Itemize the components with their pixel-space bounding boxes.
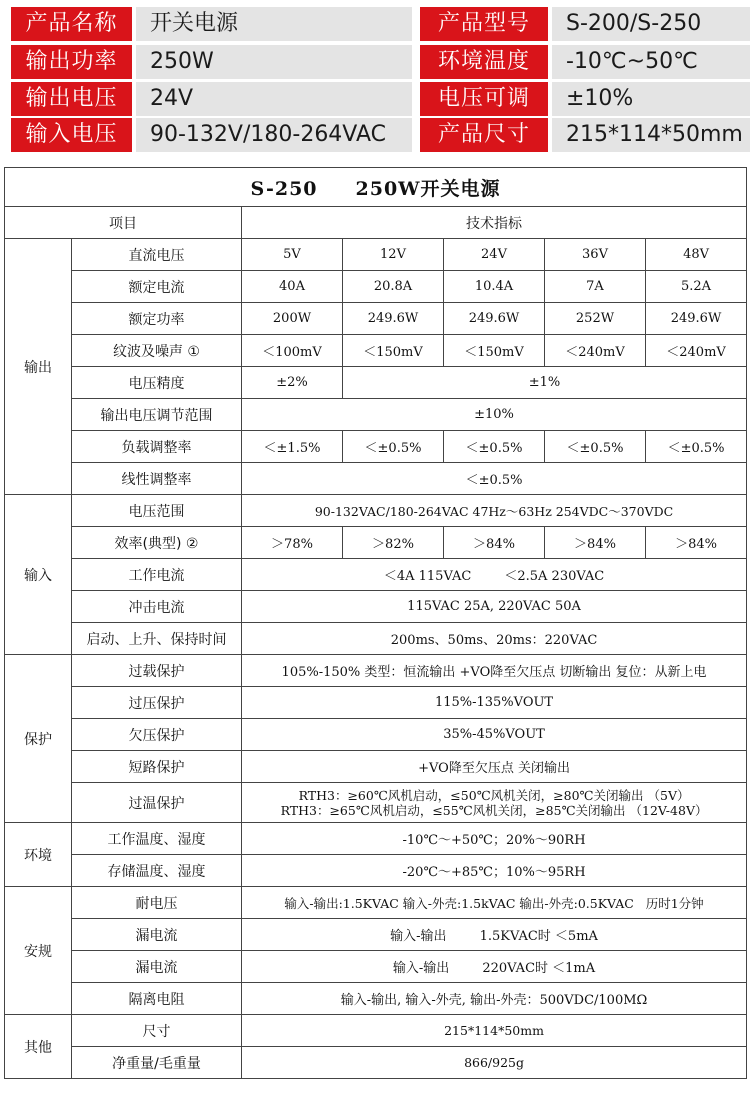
cell: ＞82%: [343, 527, 444, 559]
table-row: [5, 951, 747, 983]
cell: ＜100mV: [242, 335, 343, 367]
summary-label: 环境温度: [420, 45, 548, 79]
cell: ＜±1.5%: [242, 431, 343, 463]
cell: ±1%: [343, 367, 747, 399]
cell: 200W: [242, 303, 343, 335]
cell: 20.8A: [343, 271, 444, 303]
cell: 输入-输出 220VAC时 ＜1mA: [242, 951, 747, 983]
cell: ＜150mV: [343, 335, 444, 367]
cell: -20℃～+85℃；10%～95RH: [242, 855, 747, 887]
row-label: 启动、上升、保持时间: [72, 623, 242, 655]
table-title-row: [5, 168, 747, 207]
row-label: 输出电压调节范围: [72, 399, 242, 431]
table-row: [5, 823, 747, 855]
table-row: [5, 1015, 747, 1047]
summary-value: 开关电源: [136, 7, 412, 41]
summary-row-name-model: [0, 7, 750, 41]
cell: 249.6W: [343, 303, 444, 335]
table-row: [5, 751, 747, 783]
cell: 48V: [646, 239, 747, 271]
row-label: 过载保护: [72, 655, 242, 687]
table-row: [5, 623, 747, 655]
row-label: 隔离电阻: [72, 983, 242, 1015]
group-environment: 环境: [5, 823, 72, 887]
table-row: [5, 527, 747, 559]
table-row: [5, 431, 747, 463]
cell: 10.4A: [444, 271, 545, 303]
table-row: [5, 559, 747, 591]
table-row: [5, 983, 747, 1015]
summary-label: 电压可调: [420, 82, 548, 116]
cell: 36V: [545, 239, 646, 271]
cell: 866/925g: [242, 1047, 747, 1079]
row-label: 负载调整率: [72, 431, 242, 463]
summary-label: 产品名称: [11, 7, 132, 41]
cell: ＜±0.5%: [242, 463, 747, 495]
row-label: 漏电流: [72, 919, 242, 951]
table-row: [5, 655, 747, 687]
group-other: 其他: [5, 1015, 72, 1079]
cell: 24V: [444, 239, 545, 271]
cell: 40A: [242, 271, 343, 303]
overtemp-line-5v: RTH3：≥60℃风机启动，≤50℃风机关闭，≥80℃关闭输出 （5V）: [298, 787, 690, 803]
table-header-row: [5, 207, 747, 239]
summary-value: 90-132V/180-264VAC: [136, 118, 412, 152]
cell: ＜±0.5%: [343, 431, 444, 463]
overtemp-line-12-48v: RTH3：≥65℃风机启动，≤55℃风机关闭，≥85℃关闭输出 （12V-48V）: [280, 802, 708, 818]
cell: ＜150mV: [444, 335, 545, 367]
group-safety: 安规: [5, 887, 72, 1015]
cell: ＜±0.5%: [646, 431, 747, 463]
cell: 35%-45%VOUT: [242, 719, 747, 751]
row-label: 线性调整率: [72, 463, 242, 495]
cell: 200ms、50ms、20ms：220VAC: [242, 623, 747, 655]
table-row: [5, 335, 747, 367]
cell: 249.6W: [646, 303, 747, 335]
summary-value: -10℃~50℃: [552, 45, 750, 79]
row-label: 耐电压: [72, 887, 242, 919]
cell: ＞84%: [444, 527, 545, 559]
header-spec: 技术指标: [242, 207, 747, 239]
row-label: 工作电流: [72, 559, 242, 591]
table-row: [5, 887, 747, 919]
row-label: 冲击电流: [72, 591, 242, 623]
header-item: 项目: [5, 207, 242, 239]
cell: ＜240mV: [545, 335, 646, 367]
cell: ＜±0.5%: [444, 431, 545, 463]
table-row: [5, 271, 747, 303]
table-title: [5, 168, 747, 207]
table-row: [5, 463, 747, 495]
cell: 7A: [545, 271, 646, 303]
cell: 90-132VAC/180-264VAC 47Hz～63Hz 254VDC～370VDC: [242, 495, 747, 527]
table-row: [5, 303, 747, 335]
summary-label: 输入电压: [11, 118, 132, 152]
table-row: [5, 855, 747, 887]
product-title: 250W开关电源: [355, 177, 501, 200]
cell: 12V: [343, 239, 444, 271]
cell: ＜±0.5%: [545, 431, 646, 463]
summary-label: 产品型号: [420, 7, 548, 41]
cell: ＞84%: [646, 527, 747, 559]
row-label: 纹波及噪声 ①: [72, 335, 242, 367]
row-label: 漏电流: [72, 951, 242, 983]
group-input: 输入: [5, 495, 72, 655]
summary-label: 输出功率: [11, 45, 132, 79]
table-row: [5, 495, 747, 527]
row-label: 短路保护: [72, 751, 242, 783]
summary-value: 250W: [136, 45, 412, 79]
table-row: [5, 687, 747, 719]
row-label: 过温保护: [72, 783, 242, 823]
table-row: [5, 367, 747, 399]
cell: 252W: [545, 303, 646, 335]
model-name: S-250: [250, 177, 318, 200]
cell: +VO降至欠压点 关闭输出: [242, 751, 747, 783]
cell: ＜4A 115VAC ＜2.5A 230VAC: [242, 559, 747, 591]
table-row: [5, 783, 747, 823]
table-row: [5, 399, 747, 431]
summary-value: ±10%: [552, 82, 750, 116]
row-label: 尺寸: [72, 1015, 242, 1047]
table-row: [5, 591, 747, 623]
group-protection: 保护: [5, 655, 72, 823]
cell: 105%-150% 类型：恒流输出 +VO降至欠压点 切断输出 复位：从新上电: [242, 655, 747, 687]
row-label: 工作温度、湿度: [72, 823, 242, 855]
row-label: 过压保护: [72, 687, 242, 719]
cell: ＞78%: [242, 527, 343, 559]
summary-label: 输出电压: [11, 82, 132, 116]
cell: 215*114*50mm: [242, 1015, 747, 1047]
cell: 输入-输出 1.5KVAC时 ＜5mA: [242, 919, 747, 951]
cell-overtemp: [242, 783, 747, 823]
cell: 115%-135%VOUT: [242, 687, 747, 719]
table-row: [5, 1047, 747, 1079]
cell: 输入-输出:1.5KVAC 输入-外壳:1.5kVAC 输出-外壳:0.5KVAC 历时1分钟: [242, 887, 747, 919]
row-label: 欠压保护: [72, 719, 242, 751]
product-summary: [0, 0, 750, 151]
cell: 5V: [242, 239, 343, 271]
row-label: 效率(典型) ②: [72, 527, 242, 559]
summary-label: 产品尺寸: [420, 118, 548, 152]
cell: 115VAC 25A, 220VAC 50A: [242, 591, 747, 623]
row-label: 额定功率: [72, 303, 242, 335]
summary-value: 24V: [136, 82, 412, 116]
summary-value: S-200/S-250: [552, 7, 750, 41]
summary-row-power-temp: [0, 45, 750, 79]
row-label: 额定电流: [72, 271, 242, 303]
cell: ±2%: [242, 367, 343, 399]
cell: 5.2A: [646, 271, 747, 303]
row-label: 电压精度: [72, 367, 242, 399]
cell: ＜240mV: [646, 335, 747, 367]
cell: -10℃～+50℃；20%～90RH: [242, 823, 747, 855]
summary-value: 215*114*50mm: [552, 118, 750, 152]
table-row: [5, 239, 747, 271]
group-output: 输出: [5, 239, 72, 495]
cell: 输入-输出, 输入-外壳, 输出-外壳：500VDC/100MΩ: [242, 983, 747, 1015]
summary-row-input-size: [0, 118, 750, 152]
row-label: 电压范围: [72, 495, 242, 527]
cell: ±10%: [242, 399, 747, 431]
spec-table: [4, 167, 747, 1079]
row-label: 直流电压: [72, 239, 242, 271]
table-row: [5, 719, 747, 751]
cell: 249.6W: [444, 303, 545, 335]
summary-row-voltage-adjust: [0, 82, 750, 116]
row-label: 存储温度、湿度: [72, 855, 242, 887]
table-row: [5, 919, 747, 951]
cell: ＞84%: [545, 527, 646, 559]
row-label: 净重量/毛重量: [72, 1047, 242, 1079]
